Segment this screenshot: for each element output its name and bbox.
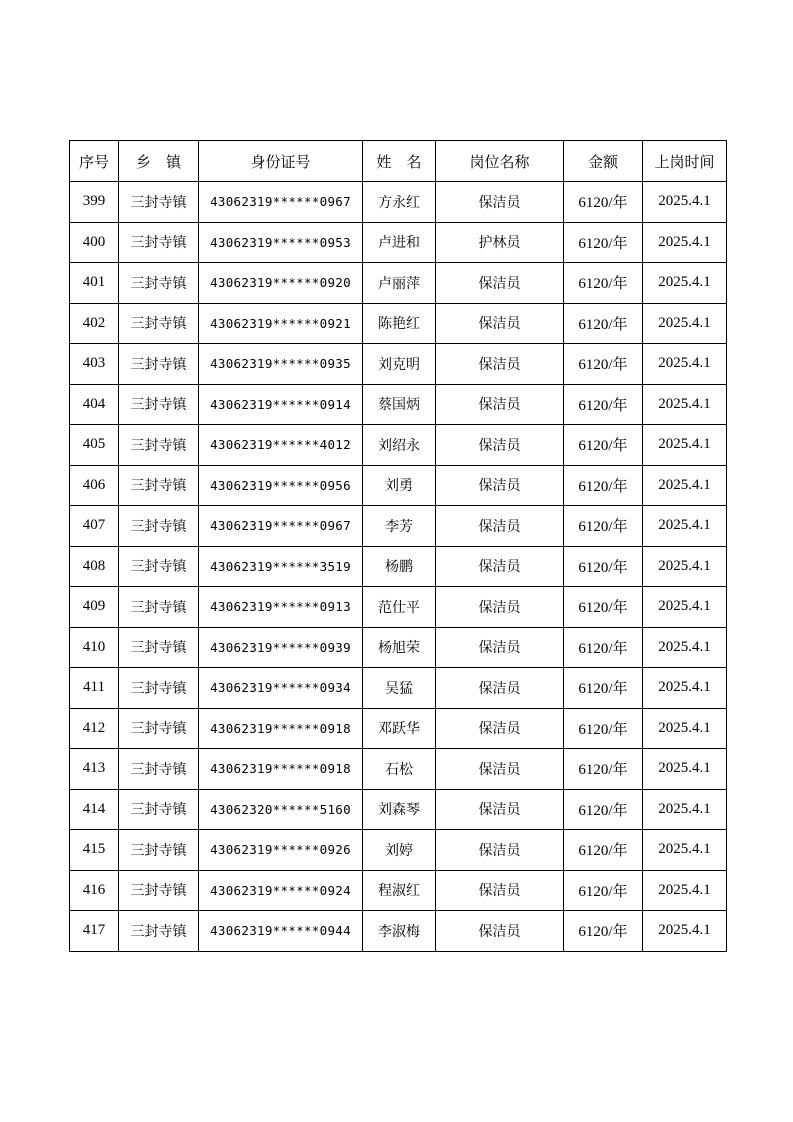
cell-start-date: 2025.4.1 xyxy=(643,384,727,425)
cell-town: 三封寺镇 xyxy=(119,546,199,587)
cell-post: 保洁员 xyxy=(436,465,564,506)
cell-town: 三封寺镇 xyxy=(119,344,199,385)
cell-id-number: 43062319******0934 xyxy=(199,668,363,709)
cell-amount: 6120/年 xyxy=(564,627,643,668)
cell-name: 刘勇 xyxy=(363,465,436,506)
cell-start-date: 2025.4.1 xyxy=(643,587,727,628)
cell-name: 刘婷 xyxy=(363,830,436,871)
cell-id-number: 43062319******0913 xyxy=(199,587,363,628)
cell-post: 保洁员 xyxy=(436,870,564,911)
cell-name: 杨鹏 xyxy=(363,546,436,587)
cell-start-date: 2025.4.1 xyxy=(643,263,727,304)
cell-start-date: 2025.4.1 xyxy=(643,708,727,749)
cell-post: 保洁员 xyxy=(436,546,564,587)
cell-town: 三封寺镇 xyxy=(119,911,199,952)
table-row xyxy=(70,749,727,790)
cell-seq: 417 xyxy=(70,911,119,952)
cell-seq: 414 xyxy=(70,789,119,830)
header-start-date: 上岗时间 xyxy=(643,141,727,182)
cell-amount: 6120/年 xyxy=(564,303,643,344)
cell-name: 刘克明 xyxy=(363,344,436,385)
cell-post: 保洁员 xyxy=(436,587,564,628)
cell-post: 保洁员 xyxy=(436,425,564,466)
cell-id-number: 43062319******0926 xyxy=(199,830,363,871)
table-row xyxy=(70,263,727,304)
cell-post: 保洁员 xyxy=(436,749,564,790)
cell-amount: 6120/年 xyxy=(564,789,643,830)
cell-id-number: 43062319******3519 xyxy=(199,546,363,587)
cell-post: 保洁员 xyxy=(436,911,564,952)
cell-name: 范仕平 xyxy=(363,587,436,628)
cell-town: 三封寺镇 xyxy=(119,708,199,749)
cell-seq: 410 xyxy=(70,627,119,668)
cell-name: 卢进和 xyxy=(363,222,436,263)
cell-id-number: 43062319******0924 xyxy=(199,870,363,911)
cell-seq: 413 xyxy=(70,749,119,790)
cell-id-number: 43062320******5160 xyxy=(199,789,363,830)
cell-id-number: 43062319******0956 xyxy=(199,465,363,506)
table-row xyxy=(70,182,727,223)
table-row xyxy=(70,546,727,587)
cell-seq: 415 xyxy=(70,830,119,871)
cell-post: 保洁员 xyxy=(436,182,564,223)
table-row xyxy=(70,587,727,628)
cell-name: 程淑红 xyxy=(363,870,436,911)
cell-amount: 6120/年 xyxy=(564,749,643,790)
cell-name: 李芳 xyxy=(363,506,436,547)
cell-amount: 6120/年 xyxy=(564,222,643,263)
table-row xyxy=(70,668,727,709)
cell-id-number: 43062319******0920 xyxy=(199,263,363,304)
cell-name: 吴猛 xyxy=(363,668,436,709)
cell-amount: 6120/年 xyxy=(564,708,643,749)
table-body xyxy=(70,182,727,952)
cell-id-number: 43062319******0918 xyxy=(199,708,363,749)
table-row xyxy=(70,830,727,871)
table-row xyxy=(70,425,727,466)
cell-post: 保洁员 xyxy=(436,303,564,344)
cell-name: 邓跃华 xyxy=(363,708,436,749)
cell-town: 三封寺镇 xyxy=(119,182,199,223)
cell-name: 卢丽萍 xyxy=(363,263,436,304)
cell-town: 三封寺镇 xyxy=(119,384,199,425)
header-town: 乡 镇 xyxy=(119,141,199,182)
cell-town: 三封寺镇 xyxy=(119,668,199,709)
table-row xyxy=(70,789,727,830)
cell-seq: 399 xyxy=(70,182,119,223)
cell-amount: 6120/年 xyxy=(564,830,643,871)
header-post: 岗位名称 xyxy=(436,141,564,182)
cell-id-number: 43062319******0914 xyxy=(199,384,363,425)
table-row xyxy=(70,911,727,952)
cell-name: 杨旭荣 xyxy=(363,627,436,668)
cell-start-date: 2025.4.1 xyxy=(643,182,727,223)
cell-start-date: 2025.4.1 xyxy=(643,344,727,385)
cell-town: 三封寺镇 xyxy=(119,789,199,830)
cell-start-date: 2025.4.1 xyxy=(643,911,727,952)
cell-name: 蔡国炳 xyxy=(363,384,436,425)
table-row xyxy=(70,870,727,911)
cell-town: 三封寺镇 xyxy=(119,263,199,304)
cell-town: 三封寺镇 xyxy=(119,749,199,790)
cell-seq: 412 xyxy=(70,708,119,749)
cell-name: 石松 xyxy=(363,749,436,790)
table-row xyxy=(70,627,727,668)
cell-town: 三封寺镇 xyxy=(119,627,199,668)
cell-name: 李淑梅 xyxy=(363,911,436,952)
cell-id-number: 43062319******0921 xyxy=(199,303,363,344)
cell-id-number: 43062319******0939 xyxy=(199,627,363,668)
cell-amount: 6120/年 xyxy=(564,587,643,628)
cell-amount: 6120/年 xyxy=(564,465,643,506)
cell-id-number: 43062319******0967 xyxy=(199,182,363,223)
cell-id-number: 43062319******0953 xyxy=(199,222,363,263)
table-row xyxy=(70,506,727,547)
cell-start-date: 2025.4.1 xyxy=(643,627,727,668)
cell-seq: 408 xyxy=(70,546,119,587)
cell-post: 护林员 xyxy=(436,222,564,263)
cell-town: 三封寺镇 xyxy=(119,222,199,263)
cell-id-number: 43062319******0944 xyxy=(199,911,363,952)
cell-start-date: 2025.4.1 xyxy=(643,506,727,547)
cell-amount: 6120/年 xyxy=(564,182,643,223)
cell-town: 三封寺镇 xyxy=(119,303,199,344)
cell-id-number: 43062319******0935 xyxy=(199,344,363,385)
cell-start-date: 2025.4.1 xyxy=(643,870,727,911)
table-row xyxy=(70,222,727,263)
table-row xyxy=(70,384,727,425)
cell-town: 三封寺镇 xyxy=(119,465,199,506)
cell-start-date: 2025.4.1 xyxy=(643,789,727,830)
cell-post: 保洁员 xyxy=(436,627,564,668)
table-row xyxy=(70,708,727,749)
cell-id-number: 43062319******4012 xyxy=(199,425,363,466)
cell-amount: 6120/年 xyxy=(564,870,643,911)
cell-post: 保洁员 xyxy=(436,384,564,425)
cell-amount: 6120/年 xyxy=(564,506,643,547)
cell-amount: 6120/年 xyxy=(564,911,643,952)
cell-seq: 401 xyxy=(70,263,119,304)
header-name: 姓 名 xyxy=(363,141,436,182)
cell-amount: 6120/年 xyxy=(564,668,643,709)
cell-post: 保洁员 xyxy=(436,789,564,830)
cell-id-number: 43062319******0918 xyxy=(199,749,363,790)
cell-amount: 6120/年 xyxy=(564,263,643,304)
cell-post: 保洁员 xyxy=(436,506,564,547)
cell-town: 三封寺镇 xyxy=(119,587,199,628)
cell-amount: 6120/年 xyxy=(564,546,643,587)
cell-seq: 402 xyxy=(70,303,119,344)
cell-start-date: 2025.4.1 xyxy=(643,546,727,587)
cell-id-number: 43062319******0967 xyxy=(199,506,363,547)
cell-town: 三封寺镇 xyxy=(119,425,199,466)
cell-start-date: 2025.4.1 xyxy=(643,303,727,344)
table-row xyxy=(70,465,727,506)
cell-seq: 411 xyxy=(70,668,119,709)
table-row xyxy=(70,303,727,344)
cell-name: 刘森琴 xyxy=(363,789,436,830)
roster-table xyxy=(69,140,727,952)
cell-amount: 6120/年 xyxy=(564,344,643,385)
cell-start-date: 2025.4.1 xyxy=(643,222,727,263)
cell-post: 保洁员 xyxy=(436,263,564,304)
cell-name: 方永红 xyxy=(363,182,436,223)
cell-seq: 403 xyxy=(70,344,119,385)
cell-town: 三封寺镇 xyxy=(119,870,199,911)
cell-seq: 400 xyxy=(70,222,119,263)
cell-town: 三封寺镇 xyxy=(119,830,199,871)
cell-seq: 406 xyxy=(70,465,119,506)
cell-start-date: 2025.4.1 xyxy=(643,668,727,709)
cell-start-date: 2025.4.1 xyxy=(643,749,727,790)
cell-amount: 6120/年 xyxy=(564,384,643,425)
cell-start-date: 2025.4.1 xyxy=(643,425,727,466)
header-seq: 序号 xyxy=(70,141,119,182)
cell-post: 保洁员 xyxy=(436,344,564,385)
table-header-row xyxy=(70,141,727,182)
cell-name: 陈艳红 xyxy=(363,303,436,344)
cell-seq: 404 xyxy=(70,384,119,425)
header-id-number: 身份证号 xyxy=(199,141,363,182)
cell-amount: 6120/年 xyxy=(564,425,643,466)
cell-town: 三封寺镇 xyxy=(119,506,199,547)
cell-start-date: 2025.4.1 xyxy=(643,830,727,871)
cell-start-date: 2025.4.1 xyxy=(643,465,727,506)
cell-post: 保洁员 xyxy=(436,708,564,749)
cell-name: 刘绍永 xyxy=(363,425,436,466)
table-row xyxy=(70,344,727,385)
cell-post: 保洁员 xyxy=(436,830,564,871)
cell-seq: 409 xyxy=(70,587,119,628)
header-amount: 金额 xyxy=(564,141,643,182)
cell-seq: 407 xyxy=(70,506,119,547)
cell-post: 保洁员 xyxy=(436,668,564,709)
cell-seq: 416 xyxy=(70,870,119,911)
cell-seq: 405 xyxy=(70,425,119,466)
